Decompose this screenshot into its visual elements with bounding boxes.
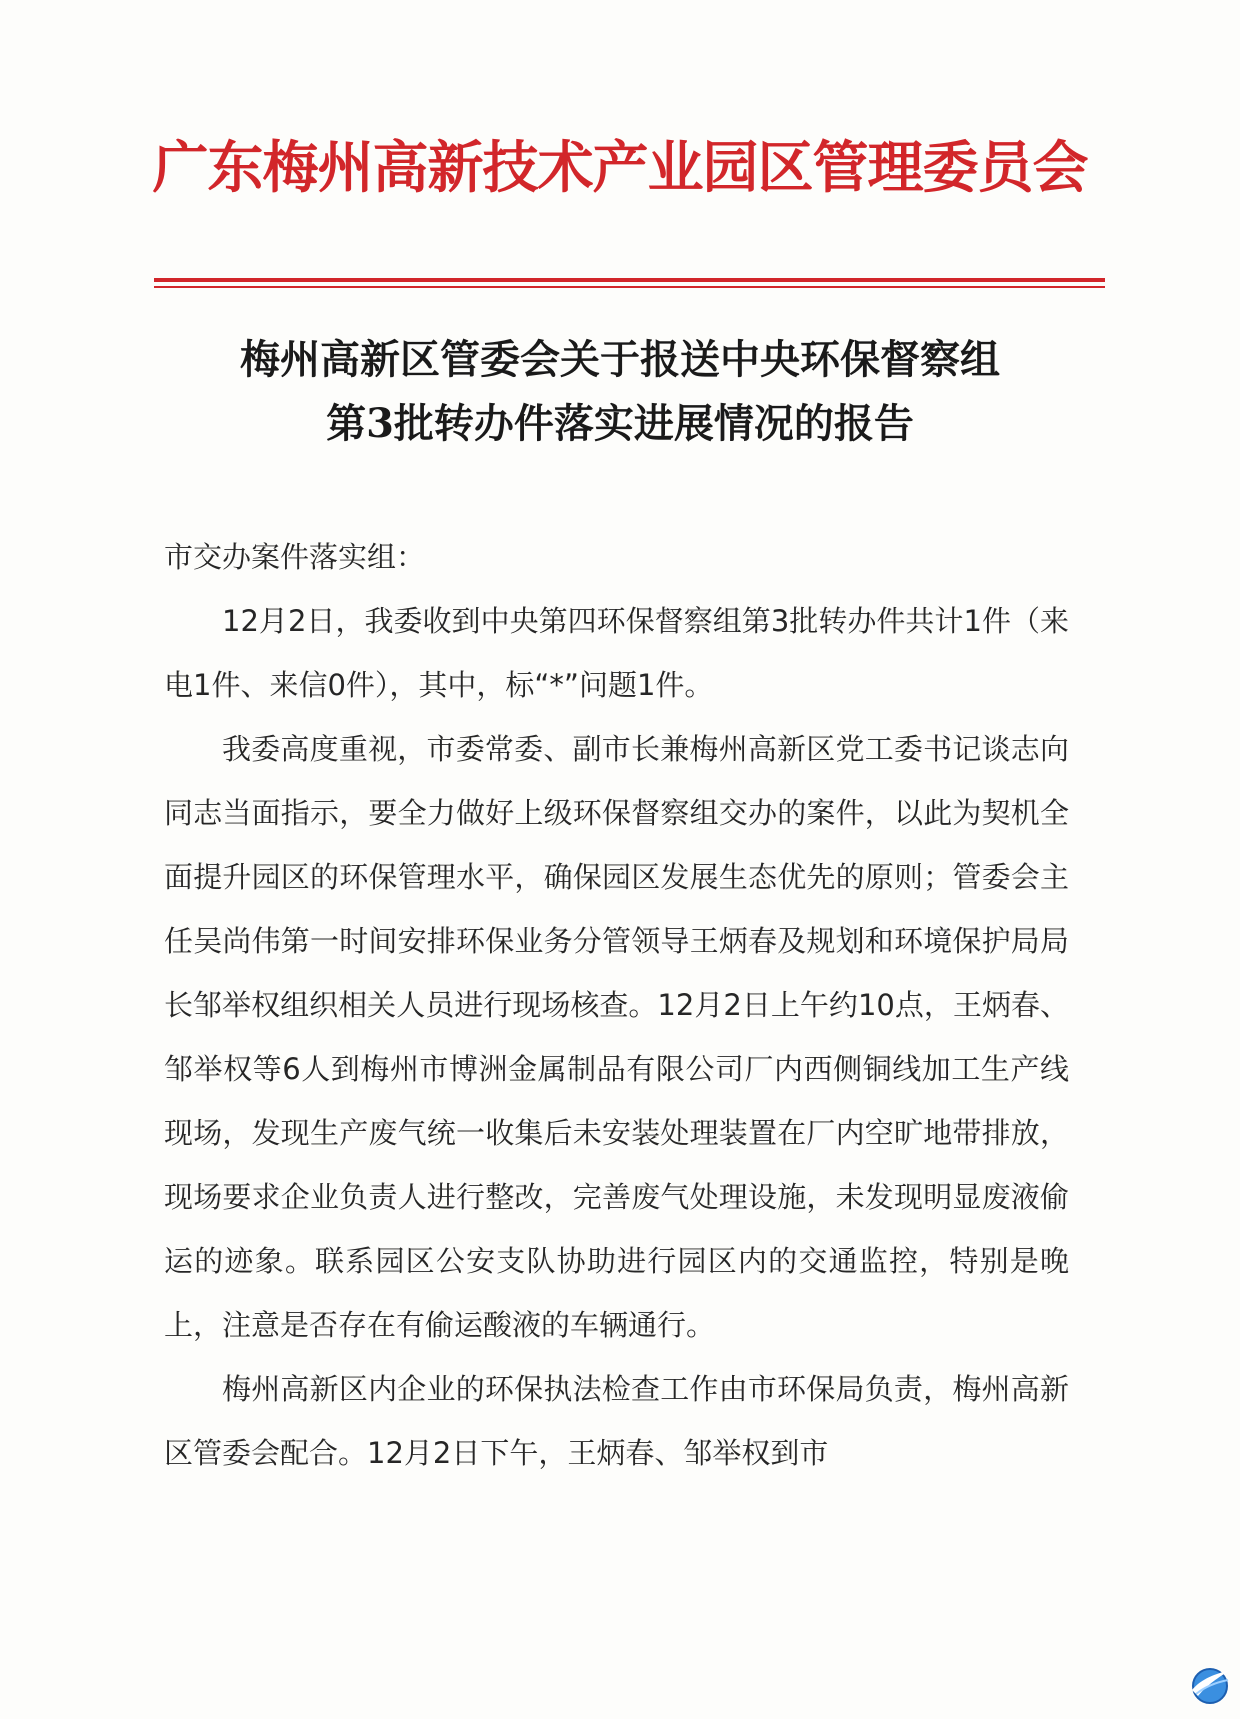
- salutation: 市交办案件落实组：: [164, 540, 426, 574]
- document-title-line-2: 第3批转办件落实进展情况的报告: [326, 400, 914, 447]
- document-title-line-1: 梅州高新区管委会关于报送中央环保督察组: [240, 336, 1000, 383]
- document-body: [164, 525, 1069, 1485]
- paragraph-2: 我委高度重视，市委常委、副市长兼梅州高新区党工委书记谈志向同志当面指示，要全力做好上级环保督察组交办的案件，以此为契机全面提升园区的环保管理水平，确保园区发展生态优先的原则；管委会主任吴尚伟第一时间安排环保业务分管领导王炳春及规划和环境保护局局长邹举权组织相关人员进行现场核查。12月2日上午约10点，王炳春、邹举权等6人到梅州市博洲金属制品有限公司厂内西侧铜线加工生产线现场，发现生产废气统一收集后未安装处理装置在厂内空旷地带排放，现场要求企业负责人进行整改，完善废气处理设施，未发现明显废液偷运的迹象。联系园区公安支队协助进行园区内的交通监控，特别是晚上，注意是否存在有偷运酸液的车辆通行。: [164, 732, 1069, 1342]
- letterhead-rule-thick: [154, 278, 1105, 282]
- letterhead-rule-thin: [154, 286, 1105, 288]
- document-title: [150, 328, 1090, 456]
- letterhead-title: 广东梅州高新技术产业园区管理委员会: [152, 135, 1088, 201]
- paragraph-1: 12月2日，我委收到中央第四环保督察组第3批转办件共计1件（来电1件、来信0件），其中，标“*”问题1件。: [164, 604, 1069, 702]
- paragraph-3: 梅州高新区内企业的环保执法检查工作由市环保局负责，梅州高新区管委会配合。12月2日下午，王炳春、邹举权到市: [164, 1372, 1069, 1470]
- swoosh-globe-logo-icon: [1186, 1660, 1234, 1708]
